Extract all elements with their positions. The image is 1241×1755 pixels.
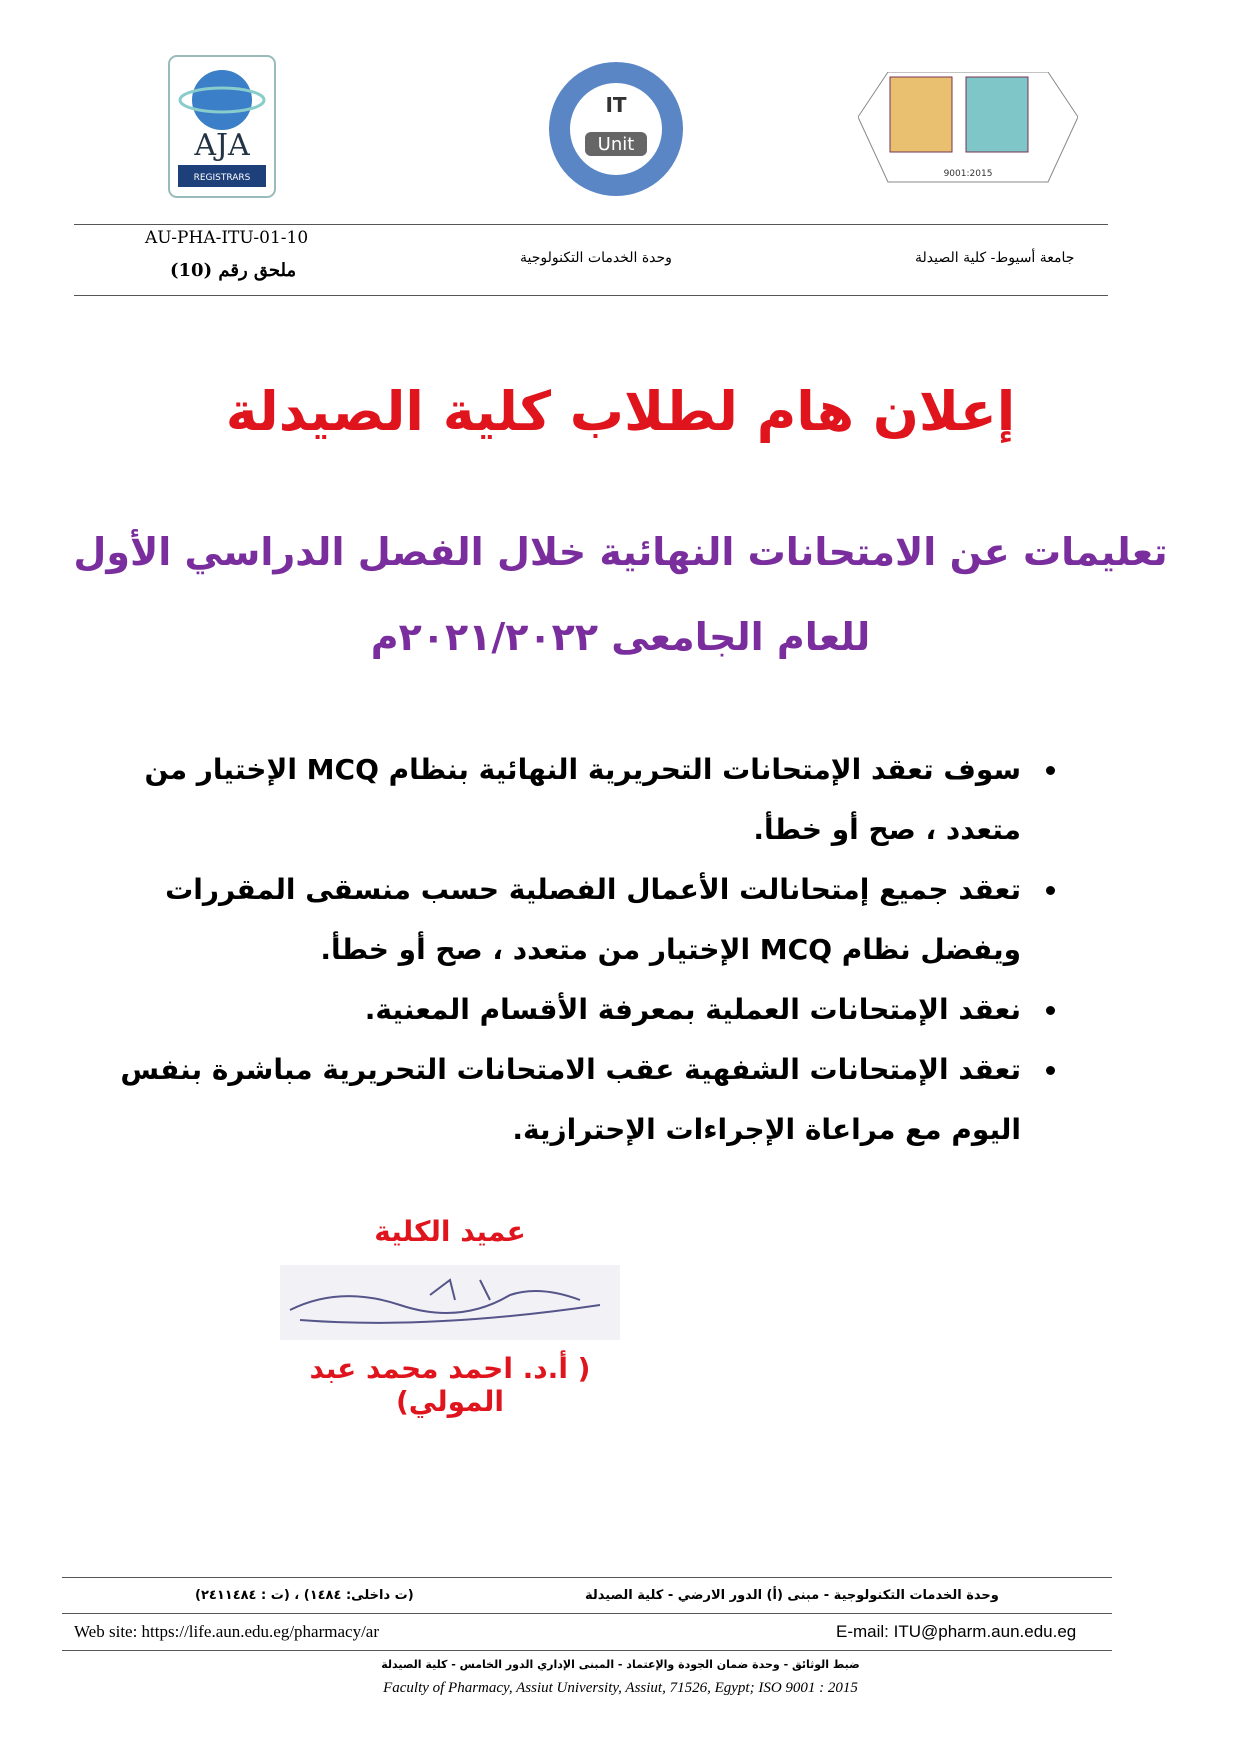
instruction-item: • سوف تعقد الإمتحانات التحريرية النهائية بنظام MCQ الإختيار من متعدد ، صح أو خطأ. (111, 740, 1031, 860)
svg-text:REGISTRARS: REGISTRARS (193, 173, 251, 183)
header-top-rule (74, 224, 1108, 225)
instruction-item: • تعقد جميع إمتحانالت الأعمال الفصلية حسب منسقى المقررات ويفضل نظام MCQ الإختيار من متعدد ، صح أو خطأ. (111, 860, 1031, 980)
assiut-pharmacy-logo (858, 72, 1078, 192)
it-unit-logo (545, 60, 687, 198)
footer-rule-3 (62, 1650, 1112, 1651)
footer-address: وحدة الخدمات التكنولوجية - مبنى (أ) الدور الارضي - كلية الصيدلة (585, 1588, 999, 1603)
signature-title: عميد الكلية (374, 1215, 526, 1248)
website-link[interactable]: Web site: https://life.aun.edu.eg/pharmacy/ar (74, 1622, 380, 1641)
university-name: جامعة أسيوط- كلية الصيدلة (915, 250, 1075, 266)
doc-code: AU-PHA-ITU-01-10 (145, 228, 309, 248)
document-control-note: ضبط الوثائق - وحدة ضمان الجودة والإعتماد - المبنى الإداري الدور الخامس - كلية الصيدلة (381, 1658, 860, 1671)
email-link[interactable]: E-mail: ITU@pharm.aun.edu.eg (836, 1622, 1077, 1641)
faculty-address-line: Faculty of Pharmacy, Assiut University, Assiut, 71526, Egypt; ISO 9001 : 2015 (383, 1680, 858, 1696)
annex-number: ملحق رقم (10) (170, 260, 297, 281)
header-bottom-rule (74, 295, 1108, 296)
signatory-name: ( أ.د. احمد محمد عبد المولي) (309, 1352, 591, 1418)
subtitle-line-2: للعام الجامعى ٢٠٢١/٢٠٢٢م (370, 615, 871, 659)
aja-logo (168, 55, 276, 198)
subtitle-line-1: تعليمات عن الامتحانات النهائية خلال الفصل الدراسي الأول (73, 530, 1168, 574)
instruction-item: • تعقد الإمتحانات الشفهية عقب الامتحانات التحريرية مباشرة بنفس اليوم مع مراعاة الإجراءات الإحترازية. (111, 1040, 1031, 1160)
footer-rule-1 (62, 1577, 1112, 1578)
footer-rule-2 (62, 1613, 1112, 1614)
svg-text:AJA: AJA (194, 128, 250, 163)
svg-text:IT: IT (605, 93, 627, 117)
svg-text:Unit: Unit (597, 134, 635, 155)
svg-text:9001:2015: 9001:2015 (943, 169, 993, 179)
footer-phone: (ت داخلى: ١٤٨٤) ، (ت : ٢٤١١٤٨٤) (195, 1588, 414, 1603)
instruction-item: • نعقد الإمتحانات العملية بمعرفة الأقسام المعنية. (111, 980, 1031, 1040)
unit-name: وحدة الخدمات التكنولوجية (520, 250, 672, 266)
announcement-title: إعلان هام لطلاب كلية الصيدلة (225, 380, 1016, 443)
handwritten-signature (280, 1265, 620, 1340)
instructions-list (111, 740, 1061, 1160)
